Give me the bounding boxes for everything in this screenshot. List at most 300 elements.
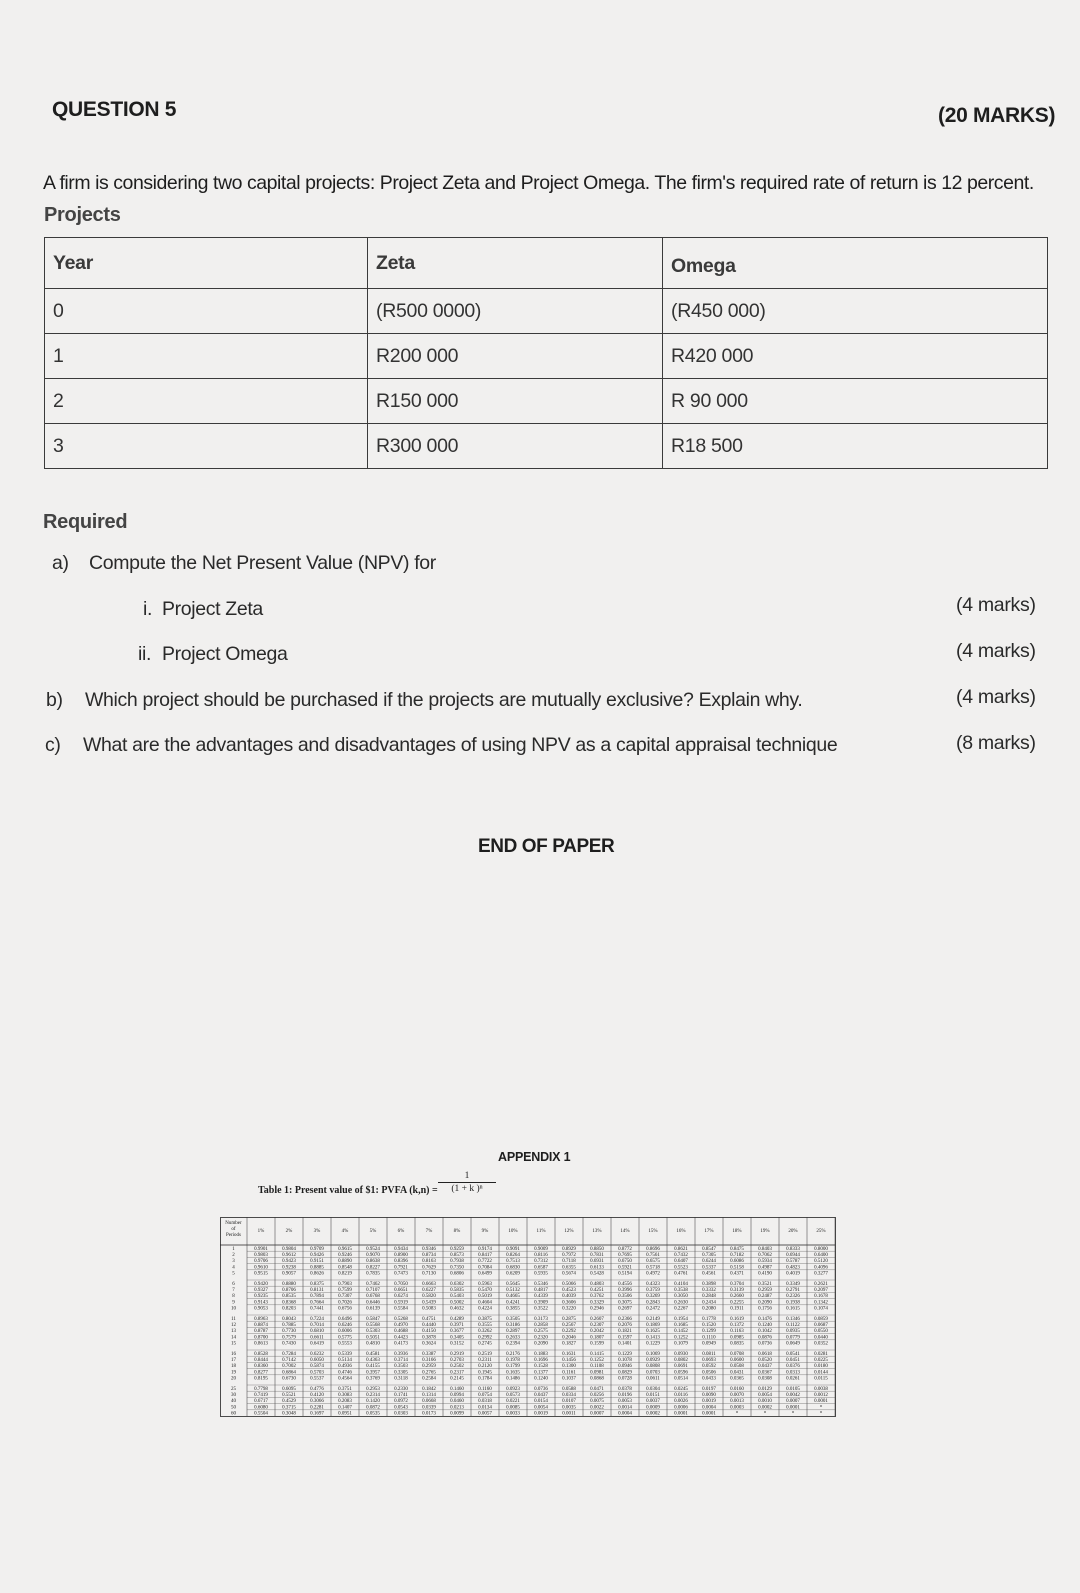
pv-factor: 0.2090 [758,1300,772,1306]
pv-factor: 0.2176 [506,1351,520,1357]
pv-factor: 0.7629 [422,1265,436,1271]
rate-header: 13% [592,1229,602,1234]
pv-factor: 0.2042 [590,1329,604,1335]
pv-factor: 0.3332 [702,1288,716,1293]
pv-factor: 0.0002 [758,1405,772,1411]
pv-factor: 0.0054 [534,1405,548,1411]
period-label: 16 [231,1351,236,1357]
pv-factor: 0.1911 [730,1306,744,1312]
pv-factor: 0.7130 [422,1271,436,1277]
pv-factor: 0.9235 [254,1294,268,1300]
pv-factor: 0.7419 [254,1393,268,1398]
pv-factor: 0.7921 [394,1265,408,1271]
pv-factor: 0.5134 [338,1358,352,1363]
pv-factor: 0.3715 [282,1405,296,1411]
pv-factor: 0.0033 [506,1411,520,1417]
pv-factor: 0.5439 [422,1300,436,1306]
pv-factor: 0.1377 [534,1370,548,1376]
pv-factor: 0.4776 [310,1386,324,1392]
pv-factor: 0.6768 [366,1294,380,1300]
pv-factor: 0.8880 [282,1281,296,1287]
pv-factor: 0.0754 [478,1393,492,1398]
pv-factor: 0.3704 [730,1281,744,1287]
part-a-i-label: i. [143,598,153,620]
table-row [45,289,1048,334]
pv-factor: 0.1741 [394,1393,408,1398]
pv-factor: 0.4371 [730,1271,744,1277]
pv-factor: 0.0550 [814,1329,828,1335]
pv-factor: 0.7350 [450,1265,464,1271]
pv-factor: 0.0339 [422,1405,436,1411]
pv-factor: 0.1799 [506,1364,520,1370]
period-label: 7 [232,1288,235,1293]
pv-factor: 0.7831 [590,1253,604,1258]
pv-factor: 0.7118 [562,1259,576,1265]
pv-factor: 0.0037 [646,1399,660,1405]
pv-factor: 0.2083 [338,1399,352,1405]
pv-factor: 0.1778 [702,1316,716,1322]
pv-factor: 0.0687 [814,1323,828,1328]
pv-factor: 0.0001 [702,1411,716,1417]
pv-factor: 0.8368 [282,1300,296,1306]
period-label: 2 [232,1253,235,1258]
pv-factor: 0.3875 [478,1316,492,1322]
pv-factor: 0.8700 [254,1335,268,1341]
pv-factor: 0.2366 [618,1316,632,1322]
pv-factor: 0.5703 [310,1370,324,1376]
rate-header: 11% [536,1229,546,1234]
pv-factor: 0.0154 [534,1399,548,1405]
table-caption: Table 1: Present value of $1: PVFA (k,n) = [258,1185,438,1196]
pv-factor: 0.1078 [618,1358,632,1363]
pv-factor: 0.9053 [254,1306,268,1312]
pv-factor: 0.1938 [786,1300,800,1306]
pv-factor: 0.6419 [310,1341,324,1347]
pv-factor: 0.0951 [338,1411,352,1417]
part-c-label: c) [45,734,61,756]
rate-header: 15% [648,1229,658,1234]
pv-factor: 0.7730 [282,1329,296,1335]
pv-factor: 0.8043 [282,1316,296,1322]
pv-factor: 0.1420 [366,1399,380,1405]
pv-factor: 0.3387 [422,1351,436,1357]
pv-factor: 0.9057 [282,1271,296,1277]
pv-factor: 0.8277 [254,1370,268,1376]
pv-factor: 0.3606 [562,1300,576,1306]
pv-factor: 0.3152 [450,1341,464,1347]
pv-factor: 0.8787 [254,1329,268,1335]
pv-factor: 0.1827 [562,1341,576,1347]
pv-factor: 0.2621 [814,1281,828,1287]
pv-factor: 0.0313 [786,1370,800,1376]
pv-factor: 0.1520 [702,1323,716,1328]
pv-factor: 0.6446 [366,1300,380,1306]
pv-factor: 0.0134 [478,1405,492,1411]
pv-factor: 0.0019 [534,1411,548,1417]
pv-factor: 0.0009 [646,1405,660,1411]
column-header-year: Year [45,238,368,289]
period-label: 6 [232,1281,235,1287]
pv-factor: 0.0981 [590,1370,604,1376]
pv-factor: 0.0923 [506,1386,520,1392]
pv-factor: 0.6496 [338,1316,352,1322]
pv-factor: 0.0708 [730,1351,744,1357]
pv-factor: 0.2959 [758,1288,772,1293]
pv-factor: 0.6355 [562,1265,576,1271]
pv-factor: 0.9709 [310,1246,324,1252]
pv-factor: 0.3050 [674,1294,688,1300]
pv-factor: 0.7462 [366,1281,380,1287]
pv-factor: 0.9610 [254,1265,268,1271]
pv-factor: 0.0304 [646,1386,660,1392]
appendix-title: APPENDIX 1 [498,1150,571,1164]
pv-factor: 0.4155 [366,1364,380,1370]
pv-factor: 0.2097 [814,1288,828,1293]
pv-factor: 0.1314 [422,1393,436,1398]
pv-factor: 0.4823 [786,1265,800,1271]
pv-factor: 0.1342 [814,1300,828,1306]
pv-factor: 0.2791 [786,1288,800,1293]
pv-factor: 0.5847 [366,1316,380,1322]
pv-factor: 0.4150 [422,1329,436,1335]
rate-header: 12% [564,1229,574,1234]
pv-factor: 0.0376 [786,1364,800,1370]
pv-factor: 0.3714 [394,1358,408,1363]
pv-factor: 0.2843 [646,1300,660,1306]
pv-factor: 0.0520 [758,1358,772,1363]
pv-factor: 0.2311 [478,1358,492,1363]
pv-factor: 0.7014 [310,1323,324,1328]
pv-factor: 0.7441 [310,1306,324,1312]
pv-factor: 0.1229 [646,1341,660,1347]
pv-factor: 0.2575 [534,1329,548,1335]
pv-factor: 0.6086 [730,1259,744,1265]
pv-factor: 0.0001 [814,1399,828,1405]
pv-factor: 0.0303 [394,1411,408,1417]
pv-factor: 0.2255 [730,1300,744,1306]
pv-factor: 0.1696 [534,1358,548,1363]
pv-factor: 0.7885 [282,1323,296,1328]
pv-factor: 0.6750 [618,1259,632,1265]
pv-factor: 0.6587 [534,1265,548,1271]
pv-factor: 0.6244 [702,1259,716,1265]
pv-factor: 0.2267 [674,1306,688,1312]
pv-factor: 0.7062 [758,1253,772,1258]
period-label: 3 [232,1259,235,1265]
pv-factor: 0.0035 [562,1405,576,1411]
pv-factor: 0.2317 [450,1370,464,1376]
pv-factor: 0.5645 [506,1281,520,1287]
pv-factor: 0.3262 [478,1329,492,1335]
pv-factor: 0.8203 [282,1306,296,1312]
pv-factor: 0.1229 [618,1351,632,1357]
pv-factor: 0.8219 [338,1271,352,1277]
pv-factor: 0.5537 [310,1376,324,1382]
pv-factor: 0.1756 [758,1306,772,1312]
pv-factor: 0.1599 [590,1341,604,1347]
pv-factor: 0.0506 [702,1370,716,1376]
pv-factor: 0.0736 [534,1386,548,1392]
pv-factor: 0.0004 [618,1411,632,1417]
pv-factor: 0.8528 [254,1351,268,1357]
pv-factor: 0.9423 [282,1259,296,1265]
pv-factor: 0.0196 [618,1393,632,1398]
pv-factor: 0.0038 [814,1386,828,1392]
pv-factor: 0.8929 [562,1246,576,1252]
pv-factor: 0.6133 [590,1265,604,1271]
pv-factor: 0.3075 [618,1300,632,1306]
pv-factor: 0.1452 [674,1329,688,1335]
pv-factor: 0.1460 [450,1386,464,1392]
pv-factor: 0.0105 [786,1386,800,1392]
pv-factor: 0.7938 [450,1259,464,1265]
pv-factor: 0.7579 [282,1335,296,1341]
pv-factor: 0.0225 [814,1358,828,1363]
period-label: 8 [232,1294,235,1300]
period-label: 50 [231,1405,236,1411]
pv-factor: * [763,1411,767,1417]
pv-factor: 0.0994 [450,1393,464,1398]
pv-factor: 0.0129 [758,1386,772,1392]
period-label: 14 [231,1335,236,1341]
pv-factor: 0.8963 [254,1316,268,1322]
pv-factor: 0.6575 [646,1259,660,1265]
pv-factor: 0.1631 [562,1351,576,1357]
pv-factor: 0.3751 [338,1386,352,1392]
pv-factor: 0.0281 [814,1351,828,1357]
pv-factor: 0.9615 [338,1246,352,1252]
pv-factor: 0.1161 [562,1370,576,1376]
pv-factor: 0.0116 [674,1393,688,1398]
pv-factor: 0.9259 [450,1246,464,1252]
pv-factor: 0.0930 [674,1351,688,1357]
pv-factor: 0.8227 [366,1265,380,1271]
rate-header: 5% [369,1229,377,1234]
pv-factor: 0.0985 [730,1335,744,1341]
pv-factor: 0.6756 [338,1306,352,1312]
zeta-cell: R200 000 [368,334,663,379]
pv-factor: 0.0431 [730,1370,744,1376]
pv-factor: 0.0460 [450,1399,464,1405]
pv-factor: 0.8403 [758,1246,772,1252]
pv-factor: 0.3166 [422,1358,436,1363]
pv-factor: 0.7107 [366,1288,380,1293]
zeta-cell: (R500 0000) [368,289,663,334]
pv-factor: 0.4339 [534,1294,548,1300]
pv-factor: 0.8444 [254,1358,268,1363]
pv-factor: 0.4970 [394,1323,408,1328]
pv-factor: 0.3555 [478,1323,492,1328]
pv-factor: 0.3503 [394,1364,408,1370]
pv-factor: 0.0514 [674,1376,688,1382]
pv-factor: 0.4423 [394,1335,408,1341]
period-label: 20 [231,1376,236,1382]
period-label: 4 [232,1265,235,1271]
pv-factor: 0.0935 [786,1329,800,1335]
pv-factor: 0.0703 [646,1370,660,1376]
pv-factor: 0.8417 [478,1253,492,1258]
pv-factor: 0.4987 [758,1265,772,1271]
pv-factor: 0.0693 [702,1358,716,1363]
pv-factor: * [819,1405,823,1411]
pv-factor: 0.6944 [786,1253,800,1258]
pv-factor: 0.0972 [394,1399,408,1405]
pv-factor: 0.6246 [338,1323,352,1328]
pv-factor: 0.4746 [338,1370,352,1376]
pv-factor: 0.1252 [590,1358,604,1363]
pv-factor: 0.3277 [814,1271,828,1277]
pv-factor: 0.0437 [534,1393,548,1398]
pv-factor: 0.3269 [646,1294,660,1300]
pv-factor: 0.0010 [758,1399,772,1405]
rate-header: 7% [425,1229,433,1234]
pv-factor: 0.5820 [422,1294,436,1300]
pv-factor: 0.5963 [478,1281,492,1287]
pv-factor: 0.3677 [450,1329,464,1335]
pv-factor: 0.2046 [562,1335,576,1341]
year-cell: 2 [45,379,368,424]
pv-factor: 0.4604 [478,1300,492,1306]
pv-factor: 0.8475 [730,1246,744,1252]
pv-factor: 0.3909 [534,1300,548,1306]
period-label: 18 [231,1364,236,1370]
pv-factor: 0.2897 [506,1329,520,1335]
pv-factor: 0.2765 [422,1370,436,1376]
pv-factor: 0.5568 [366,1323,380,1328]
pv-factor: 0.1110 [702,1335,716,1341]
pv-factor: 0.6227 [422,1288,436,1293]
pv-factor: 0.0592 [702,1364,716,1370]
pv-factor: 0.7224 [310,1316,324,1322]
pv-factor: 0.0070 [730,1393,744,1398]
pv-factor: 0.9174 [478,1246,492,1252]
pv-factor: 0.5874 [310,1364,324,1370]
pv-factor: 0.7561 [646,1253,660,1258]
pv-factor: 0.0245 [674,1386,688,1392]
pv-factor: 0.1697 [310,1411,324,1417]
pv-factor: 0.7312 [534,1259,548,1265]
part-a-ii-text: Project Omega [162,643,288,665]
pv-factor: 0.1160 [478,1386,492,1392]
pv-factor: 0.9420 [254,1281,268,1287]
pv-factor: 0.5787 [786,1259,800,1265]
pv-factor: 0.0872 [366,1405,380,1411]
part-a-i-marks: (4 marks) [956,594,1036,616]
rate-header: 18% [732,1229,742,1234]
pv-factor: 0.1079 [674,1341,688,1347]
pv-factor: 0.8163 [422,1259,436,1265]
pv-factor: 0.7084 [478,1265,492,1271]
pv-factor: 0.0573 [506,1393,520,1398]
pv-factor: 0.9515 [254,1271,268,1277]
pv-factor: 0.1784 [478,1376,492,1382]
pv-factor: 0.6499 [478,1271,492,1277]
pv-factor: 0.0649 [786,1341,800,1347]
pv-factor: 0.1597 [618,1335,632,1341]
pv-factor: 0.0611 [646,1376,660,1382]
table-row [45,334,1048,379]
pv-factor: 0.5194 [618,1271,632,1277]
pv-factor: 0.1163 [730,1329,744,1335]
period-label: 10 [231,1306,236,1312]
end-of-paper: END OF PAPER [478,836,615,857]
year-cell: 1 [45,334,368,379]
pv-factor: 0.5066 [562,1281,576,1287]
pv-factor: 0.6095 [282,1386,296,1392]
rate-header: 16% [676,1229,686,1234]
pv-factor: 0.0802 [674,1358,688,1363]
part-a-ii-marks: (4 marks) [956,640,1036,662]
pv-factor: 0.5051 [366,1335,380,1341]
pv-factor: 0.0779 [786,1335,800,1341]
pv-factor: 0.3957 [366,1370,380,1376]
rate-header: 6% [397,1229,405,1234]
pv-factor: 0.6006 [338,1329,352,1335]
pv-factor: 0.1069 [646,1351,660,1357]
period-label: 5 [232,1271,235,1277]
pv-factor: 0.7798 [254,1386,268,1392]
period-label: 11 [231,1316,236,1322]
pv-factor: 0.4104 [674,1281,688,1287]
pv-factor: 0.2848 [702,1294,716,1300]
pv-factor: 0.1615 [786,1306,800,1312]
pv-factor: 0.5523 [674,1265,688,1271]
omega-cell: R18 500 [663,424,1048,469]
rate-header: 8% [453,1229,461,1234]
pv-factor: 0.8360 [254,1364,268,1370]
pv-factor: 0.7050 [394,1281,408,1287]
pv-factor: 0.0367 [758,1370,772,1376]
period-label: 30 [231,1393,236,1398]
pv-factor: 0.0057 [478,1411,492,1417]
pv-factor: 0.5428 [590,1271,604,1277]
pv-factor: 0.6663 [422,1281,436,1287]
pv-factor: 0.1240 [534,1376,548,1382]
pv-factor: 0.1945 [478,1370,492,1376]
pv-factor: 0.8195 [254,1376,268,1382]
pv-factor: 0.0929 [646,1358,660,1363]
pv-factor: 0.9070 [366,1253,380,1258]
pv-factor: 0.0365 [730,1376,744,1382]
pv-factor: 0.2281 [310,1405,324,1411]
pv-factor: 0.5002 [450,1300,464,1306]
pv-factor: 0.2120 [478,1364,492,1370]
omega-cell: R 90 000 [663,379,1048,424]
pv-factor: 0.1869 [646,1323,660,1328]
pv-factor: 0.0001 [786,1405,800,1411]
pv-factor: 0.8900 [394,1253,408,1258]
pv-factor: 0.9426 [310,1253,324,1258]
rate-header: 9% [481,1229,489,1234]
pv-factor: 0.1407 [338,1405,352,1411]
pv-factor: 0.0019 [702,1399,716,1405]
column-header-zeta: Zeta [368,238,663,289]
pv-factor: 0.5339 [338,1351,352,1357]
rate-header: 3% [313,1229,321,1234]
pv-factor: 0.0691 [674,1364,688,1370]
pv-factor: 0.3048 [282,1411,296,1417]
pv-factor: 0.4556 [618,1281,632,1287]
pv-factor: 0.1122 [786,1323,800,1328]
pv-factor: 0.2607 [590,1316,604,1322]
pv-factor: 0.0180 [814,1364,828,1370]
question-marks: (20 MARKS) [938,104,1056,127]
pv-factor: 0.0213 [450,1405,464,1411]
pv-factor: 0.0451 [786,1358,800,1363]
pv-factor: 0.5935 [534,1271,548,1277]
periods-header: of [231,1227,236,1232]
pv-factor: 0.2959 [422,1364,436,1370]
